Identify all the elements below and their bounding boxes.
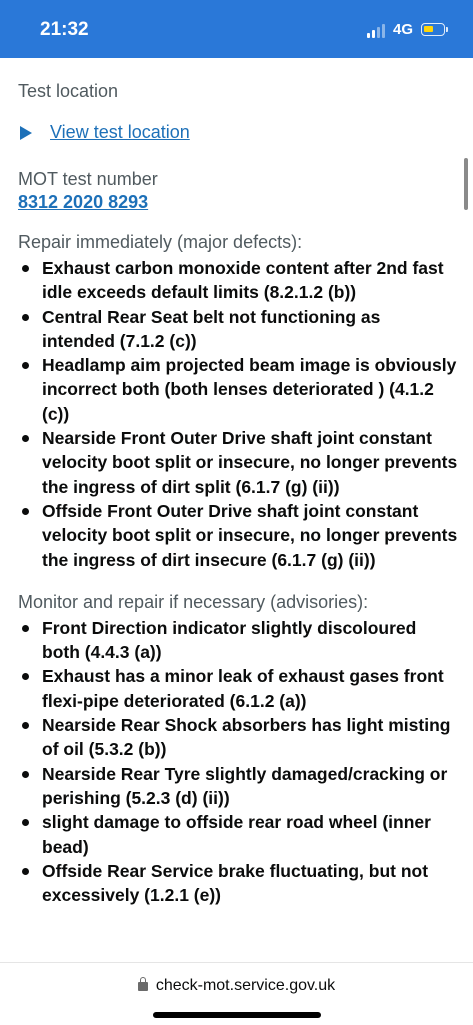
battery-cap — [446, 27, 448, 32]
advisories-heading: Monitor and repair if necessary (advisories): — [18, 591, 369, 612]
triangle-right-icon[interactable] — [20, 126, 32, 140]
browser-address-bar[interactable] — [0, 962, 473, 1025]
test-location-label: Test location — [18, 81, 119, 101]
advisories-list — [18, 616, 458, 908]
list-item: Nearside Rear Shock absorbers has light misting of oil (5.3.2 (b)) — [18, 713, 458, 762]
url-text[interactable]: check-mot.service.gov.uk — [155, 977, 336, 994]
major-defects-list — [18, 256, 458, 572]
list-item: Offside Rear Service brake fluctuating, but not excessively (1.2.1 (e)) — [18, 859, 458, 908]
list-item: Exhaust has a minor leak of exhaust gases front flexi-pipe deteriorated (6.1.2 (a)) — [18, 664, 458, 713]
mot-test-number-label: MOT test number — [18, 169, 158, 189]
battery-icon — [421, 23, 445, 36]
list-item: Front Direction indicator slightly discoloured both (4.4.3 (a)) — [18, 616, 458, 665]
list-item: Nearside Front Outer Drive shaft joint constant velocity boot split or insecure, no longer prevents the ingress of dirt split (6.1.7 (g) (ii)) — [18, 426, 458, 499]
list-item: slight damage to offside rear road wheel (inner bead) — [18, 810, 458, 859]
mot-result-content — [18, 58, 458, 907]
network-type: 4G — [393, 21, 414, 38]
list-item: Central Rear Seat belt not functioning as intended (7.1.2 (c)) — [18, 305, 458, 354]
home-indicator[interactable] — [153, 1012, 321, 1018]
major-defects-heading: Repair immediately (major defects): — [18, 232, 303, 252]
lock-icon — [138, 982, 148, 991]
list-item: Exhaust carbon monoxide content after 2nd fast idle exceeds default limits (8.2.1.2 (b)) — [18, 256, 458, 305]
status-time: 21:32 — [40, 19, 89, 40]
url-display[interactable] — [0, 977, 473, 995]
list-item: Offside Front Outer Drive shaft joint constant velocity boot split or insecure, no longer prevents the ingress of dirt insecure (6.1.7 (g) (ii)) — [18, 499, 458, 572]
battery-level — [424, 26, 433, 32]
view-test-location-toggle[interactable] — [18, 122, 458, 143]
scrollbar[interactable] — [464, 158, 468, 210]
list-item: Nearside Rear Tyre slightly damaged/cracking or perishing (5.2.3 (d) (ii)) — [18, 762, 458, 811]
status-bar — [0, 0, 473, 58]
list-item: Headlamp aim projected beam image is obviously incorrect both (both lenses deteriorated ) (4.1.2 (c)) — [18, 353, 458, 426]
cellular-signal-icon — [367, 24, 387, 38]
view-test-location-link[interactable]: View test location — [50, 122, 190, 142]
mot-test-number-link[interactable]: 8312 2020 8293 — [18, 192, 149, 212]
